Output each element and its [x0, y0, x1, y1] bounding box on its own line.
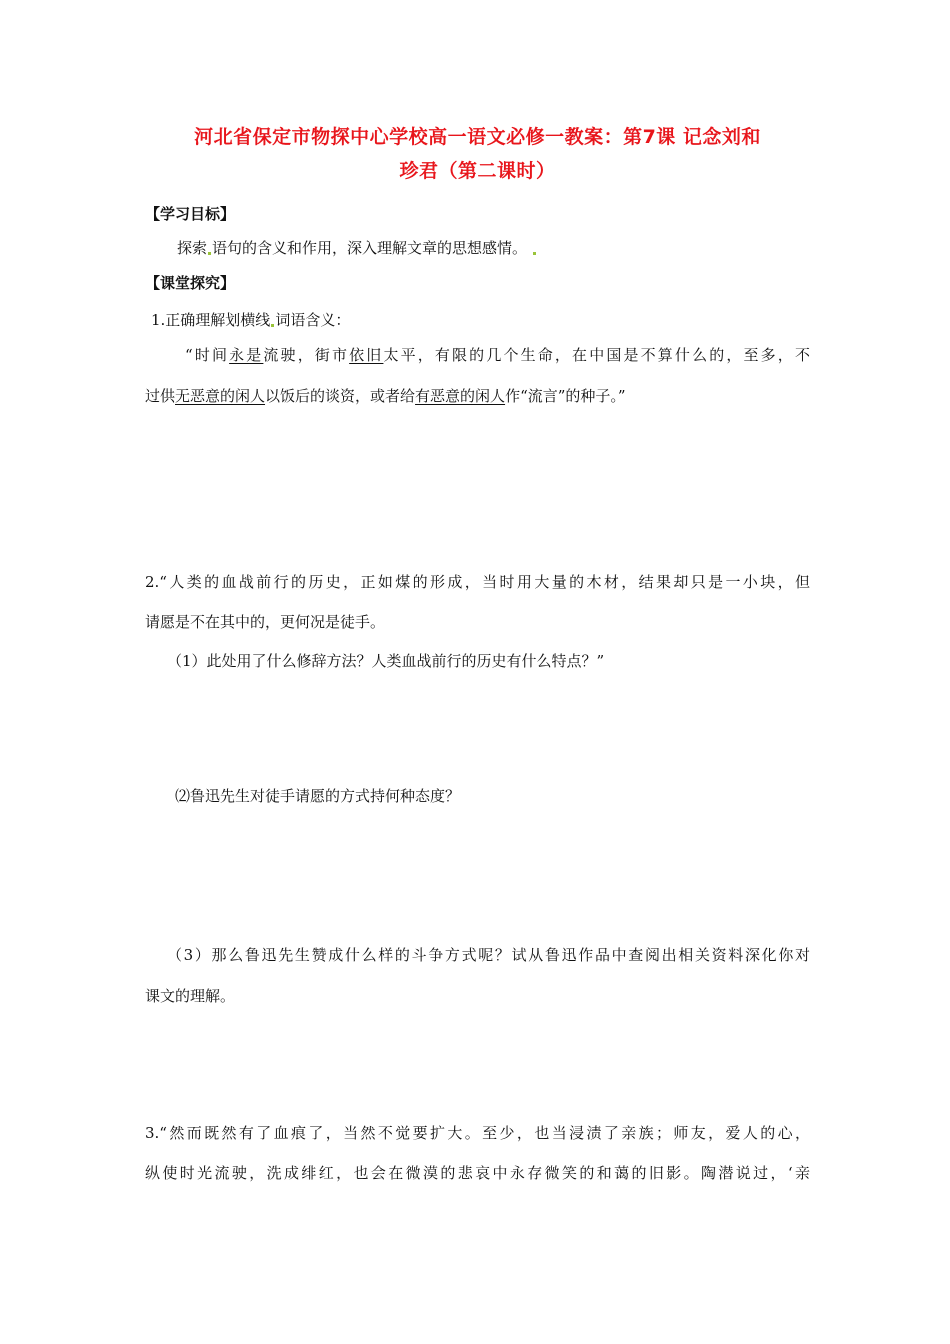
- underlined-term: 依旧: [349, 346, 384, 364]
- quote-text: “时间: [185, 346, 230, 364]
- heading-learning-goals: 【学习目标】: [145, 205, 236, 223]
- quote-text: 过供: [145, 387, 176, 405]
- learning-goals-text-b: 语句的含义和作用，深入理解文章的思想感情。: [212, 239, 528, 257]
- q2-line-1: 2.“人类的血战前行的历史，正如煤的形成，当时用大量的木材，结果却只是一小块，但: [145, 573, 810, 591]
- q1-prompt-a: 1.正确理解划横线: [151, 311, 271, 329]
- q1-quote-line-2: [145, 385, 626, 407]
- quote-text: 太平，有限的几个生命，在中国是不算什么的，至多，不: [383, 346, 810, 364]
- title-line-1: 河北省保定市物探中心学校高一语文必修一教案：第7课 记念刘和: [194, 126, 761, 148]
- q1-prompt: [151, 309, 350, 331]
- underlined-term: 永是: [229, 346, 264, 364]
- q3-line-2: 纵使时光流驶，洗成绯红，也会在微漠的悲哀中永存微笑的和蔼的旧影。陶潜说过，‘亲: [145, 1164, 810, 1182]
- q1-quote-line-1: [185, 344, 810, 366]
- underlined-term: 无恶意的闲人: [175, 387, 266, 405]
- underlined-term: 有恶意的闲人: [415, 387, 506, 405]
- quote-text: 以饭后的谈资，或者给: [265, 387, 416, 405]
- quote-text: 流驶，街市: [263, 346, 350, 364]
- learning-goals-text: [177, 237, 537, 259]
- q2-sub-question-3-line-2: 课文的理解。: [145, 987, 236, 1005]
- mark-dot-icon: [271, 324, 274, 327]
- q1-prompt-b: 词语含义：: [275, 311, 351, 329]
- q2-sub-question-2: ⑵鲁迅先生对徒手请愿的方式持何种态度？: [175, 787, 461, 805]
- heading-class-explore: 【课堂探究】: [145, 274, 236, 292]
- learning-goals-text-a: 探索: [177, 239, 208, 257]
- mark-dot-icon: [533, 252, 536, 255]
- mark-dot-icon: [208, 252, 211, 255]
- q2-line-2: 请愿是不在其中的，更何况是徒手。: [145, 613, 386, 631]
- quote-text: 作“流言”的种子。”: [505, 387, 626, 405]
- document-title: [145, 120, 810, 188]
- q2-sub-question-3-line-1: （3）那么鲁迅先生赞成什么样的斗争方式呢？试从鲁迅作品中查阅出相关资料深化你对: [167, 946, 810, 964]
- q3-line-1: 3.“然而既然有了血痕了，当然不觉要扩大。至少，也当浸渍了亲族；师友，爱人的心，: [145, 1124, 810, 1142]
- title-line-2: 珍君（第二课时）: [399, 160, 556, 182]
- document-page: [145, 0, 810, 1344]
- q2-sub-question-1: （1）此处用了什么修辞方法？人类血战前行的历史有什么特点？”: [167, 652, 605, 670]
